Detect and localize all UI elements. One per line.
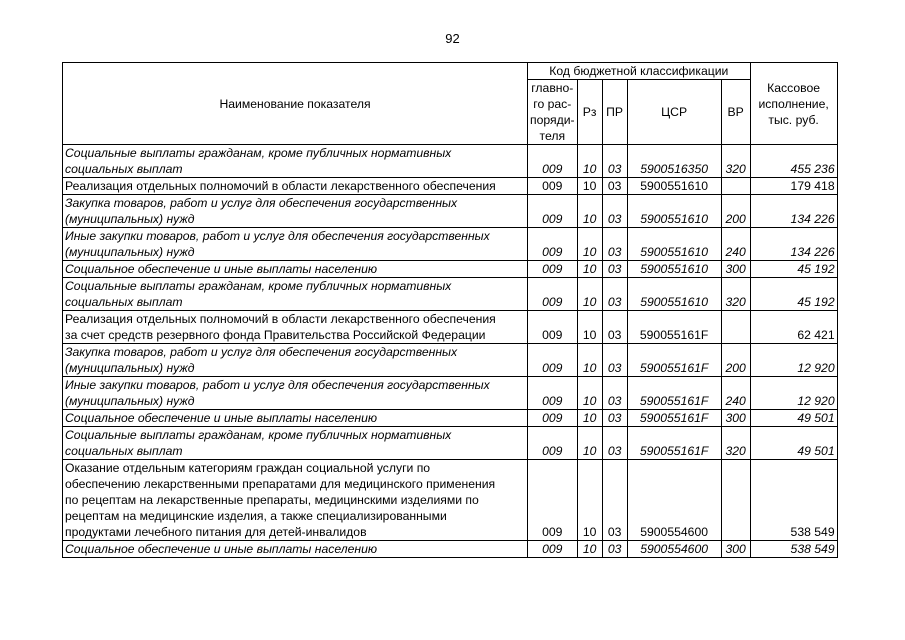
row-amount: 62 421: [750, 311, 837, 344]
row-admin-code: 009: [528, 410, 578, 427]
row-name: [63, 311, 528, 344]
row-name-line: социальных выплат: [65, 444, 183, 458]
row-csr: 590055161F: [627, 344, 721, 377]
row-amount: 45 192: [750, 261, 837, 278]
header-group: Код бюджетной классификации: [528, 63, 751, 80]
table-row: [63, 145, 838, 178]
row-admin-code: 009: [528, 344, 578, 377]
row-name: [63, 178, 528, 195]
table-row: [63, 344, 838, 377]
row-admin-code: 009: [528, 541, 578, 558]
row-vr: 240: [721, 228, 750, 261]
row-csr: 5900551610: [627, 228, 721, 261]
row-name-line: Социальное обеспечение и иные выплаты населению: [65, 411, 378, 425]
row-csr: 590055161F: [627, 311, 721, 344]
row-vr: [721, 311, 750, 344]
row-pr: 03: [602, 145, 627, 178]
header-rz: Рз: [577, 80, 602, 145]
row-rz: 10: [577, 541, 602, 558]
row-csr: 5900551610: [627, 278, 721, 311]
header-admin: [528, 80, 578, 145]
header-vr: ВР: [721, 80, 750, 145]
row-name-line: по рецептам на лекарственные препараты, медицинскими изделиями по: [65, 493, 479, 507]
row-name-line: обеспечению лекарственными препаратами для медицинского применения: [65, 477, 496, 491]
row-name: [63, 278, 528, 311]
row-csr: 5900554600: [627, 541, 721, 558]
table-row: [63, 460, 838, 541]
row-pr: 03: [602, 377, 627, 410]
row-name-line: (муниципальных) нужд: [65, 212, 195, 226]
row-name: [63, 145, 528, 178]
row-vr: 200: [721, 344, 750, 377]
row-name-line: продуктами лечебного питания для детей-инвалидов: [65, 525, 367, 539]
row-pr: 03: [602, 178, 627, 195]
row-name-line: социальных выплат: [65, 295, 183, 309]
row-rz: 10: [577, 410, 602, 427]
table-row: [63, 228, 838, 261]
row-csr: 5900551610: [627, 178, 721, 195]
row-pr: 03: [602, 195, 627, 228]
header-amount-line: Кассовое: [767, 80, 821, 95]
row-amount: 538 549: [750, 541, 837, 558]
table-row: [63, 541, 838, 558]
row-amount: 49 501: [750, 410, 837, 427]
row-amount: 538 549: [750, 460, 837, 541]
row-rz: 10: [577, 460, 602, 541]
row-vr: [721, 178, 750, 195]
table-row: [63, 311, 838, 344]
row-csr: 5900551610: [627, 195, 721, 228]
row-csr: 5900554600: [627, 460, 721, 541]
table-row: [63, 178, 838, 195]
row-admin-code: 009: [528, 311, 578, 344]
table-row: [63, 377, 838, 410]
row-name-line: Реализация отдельных полномочий в области лекарственного обеспечения: [65, 179, 496, 193]
row-name-line: Социальные выплаты гражданам, кроме публичных нормативных: [65, 146, 452, 160]
header-amount-line: тыс. руб.: [768, 112, 819, 127]
row-name-line: (муниципальных) нужд: [65, 394, 195, 408]
table-row: [63, 261, 838, 278]
row-amount: 455 236: [750, 145, 837, 178]
header-admin-line: главно-: [531, 81, 574, 95]
row-vr: [721, 460, 750, 541]
row-pr: 03: [602, 410, 627, 427]
row-name-line: Закупка товаров, работ и услуг для обеспечения государственных: [65, 345, 458, 359]
row-name: [63, 377, 528, 410]
row-name-line: Социальные выплаты гражданам, кроме публичных нормативных: [65, 279, 452, 293]
row-name-line: Иные закупки товаров, работ и услуг для обеспечения государственных: [65, 378, 490, 392]
row-amount: 45 192: [750, 278, 837, 311]
row-pr: 03: [602, 278, 627, 311]
row-rz: 10: [577, 178, 602, 195]
row-pr: 03: [602, 460, 627, 541]
row-name-line: (муниципальных) нужд: [65, 361, 195, 375]
header-admin-line: го рас-: [533, 97, 572, 111]
row-pr: 03: [602, 541, 627, 558]
row-admin-code: 009: [528, 278, 578, 311]
table-row: [63, 410, 838, 427]
row-name-line: социальных выплат: [65, 162, 183, 176]
row-admin-code: 009: [528, 178, 578, 195]
row-csr: 590055161F: [627, 410, 721, 427]
row-name-line: Реализация отдельных полномочий в области лекарственного обеспечения: [65, 312, 496, 326]
row-amount: 134 226: [750, 228, 837, 261]
row-name-line: за счет средств резервного фонда Правительства Российской Федерации: [65, 328, 486, 342]
header-amount: [750, 63, 837, 145]
header-name: Наименование показателя: [63, 63, 528, 145]
row-csr: 590055161F: [627, 427, 721, 460]
table-body: [63, 145, 838, 558]
row-vr: 320: [721, 278, 750, 311]
row-name: [63, 541, 528, 558]
row-name: [63, 427, 528, 460]
row-pr: 03: [602, 261, 627, 278]
table-row: [63, 195, 838, 228]
row-vr: 320: [721, 427, 750, 460]
row-name: [63, 344, 528, 377]
header-admin-line: поряди-: [530, 113, 575, 127]
table-header: [63, 63, 838, 145]
row-name-line: Социальные выплаты гражданам, кроме публичных нормативных: [65, 428, 452, 442]
row-rz: 10: [577, 311, 602, 344]
row-admin-code: 009: [528, 228, 578, 261]
row-name-line: Закупка товаров, работ и услуг для обеспечения государственных: [65, 196, 458, 210]
row-rz: 10: [577, 377, 602, 410]
row-vr: 320: [721, 145, 750, 178]
row-amount: 12 920: [750, 377, 837, 410]
row-admin-code: 009: [528, 460, 578, 541]
row-pr: 03: [602, 228, 627, 261]
row-name-line: (муниципальных) нужд: [65, 245, 195, 259]
row-pr: 03: [602, 344, 627, 377]
row-vr: 200: [721, 195, 750, 228]
row-name-line: Иные закупки товаров, работ и услуг для обеспечения государственных: [65, 229, 490, 243]
budget-table: [62, 62, 838, 558]
row-rz: 10: [577, 261, 602, 278]
row-rz: 10: [577, 344, 602, 377]
page-number: 92: [445, 31, 460, 46]
row-rz: 10: [577, 145, 602, 178]
header-amount-line: исполнение,: [758, 96, 829, 111]
row-amount: 49 501: [750, 427, 837, 460]
row-csr: 5900516350: [627, 145, 721, 178]
row-name: [63, 195, 528, 228]
row-amount: 179 418: [750, 178, 837, 195]
row-amount: 12 920: [750, 344, 837, 377]
row-name-line: Оказание отдельным категориям граждан социальной услуги по: [65, 461, 431, 475]
header-pr: ПР: [602, 80, 627, 145]
row-admin-code: 009: [528, 195, 578, 228]
row-rz: 10: [577, 278, 602, 311]
row-admin-code: 009: [528, 377, 578, 410]
row-pr: 03: [602, 311, 627, 344]
row-vr: 300: [721, 541, 750, 558]
row-rz: 10: [577, 228, 602, 261]
row-admin-code: 009: [528, 427, 578, 460]
table-row: [63, 427, 838, 460]
row-vr: 240: [721, 377, 750, 410]
row-name-line: рецептам на медицинские изделия, а также специализированными: [65, 509, 447, 523]
row-name: [63, 228, 528, 261]
row-name: [63, 261, 528, 278]
header-csr: ЦСР: [627, 80, 721, 145]
row-name-line: Социальное обеспечение и иные выплаты населению: [65, 262, 378, 276]
row-admin-code: 009: [528, 145, 578, 178]
table-row: [63, 278, 838, 311]
row-vr: 300: [721, 410, 750, 427]
row-admin-code: 009: [528, 261, 578, 278]
row-pr: 03: [602, 427, 627, 460]
row-vr: 300: [721, 261, 750, 278]
header-admin-line: теля: [539, 129, 566, 143]
row-csr: 590055161F: [627, 377, 721, 410]
row-amount: 134 226: [750, 195, 837, 228]
row-rz: 10: [577, 427, 602, 460]
row-name: [63, 460, 528, 541]
row-csr: 5900551610: [627, 261, 721, 278]
row-rz: 10: [577, 195, 602, 228]
row-name: [63, 410, 528, 427]
row-name-line: Социальное обеспечение и иные выплаты населению: [65, 542, 378, 556]
